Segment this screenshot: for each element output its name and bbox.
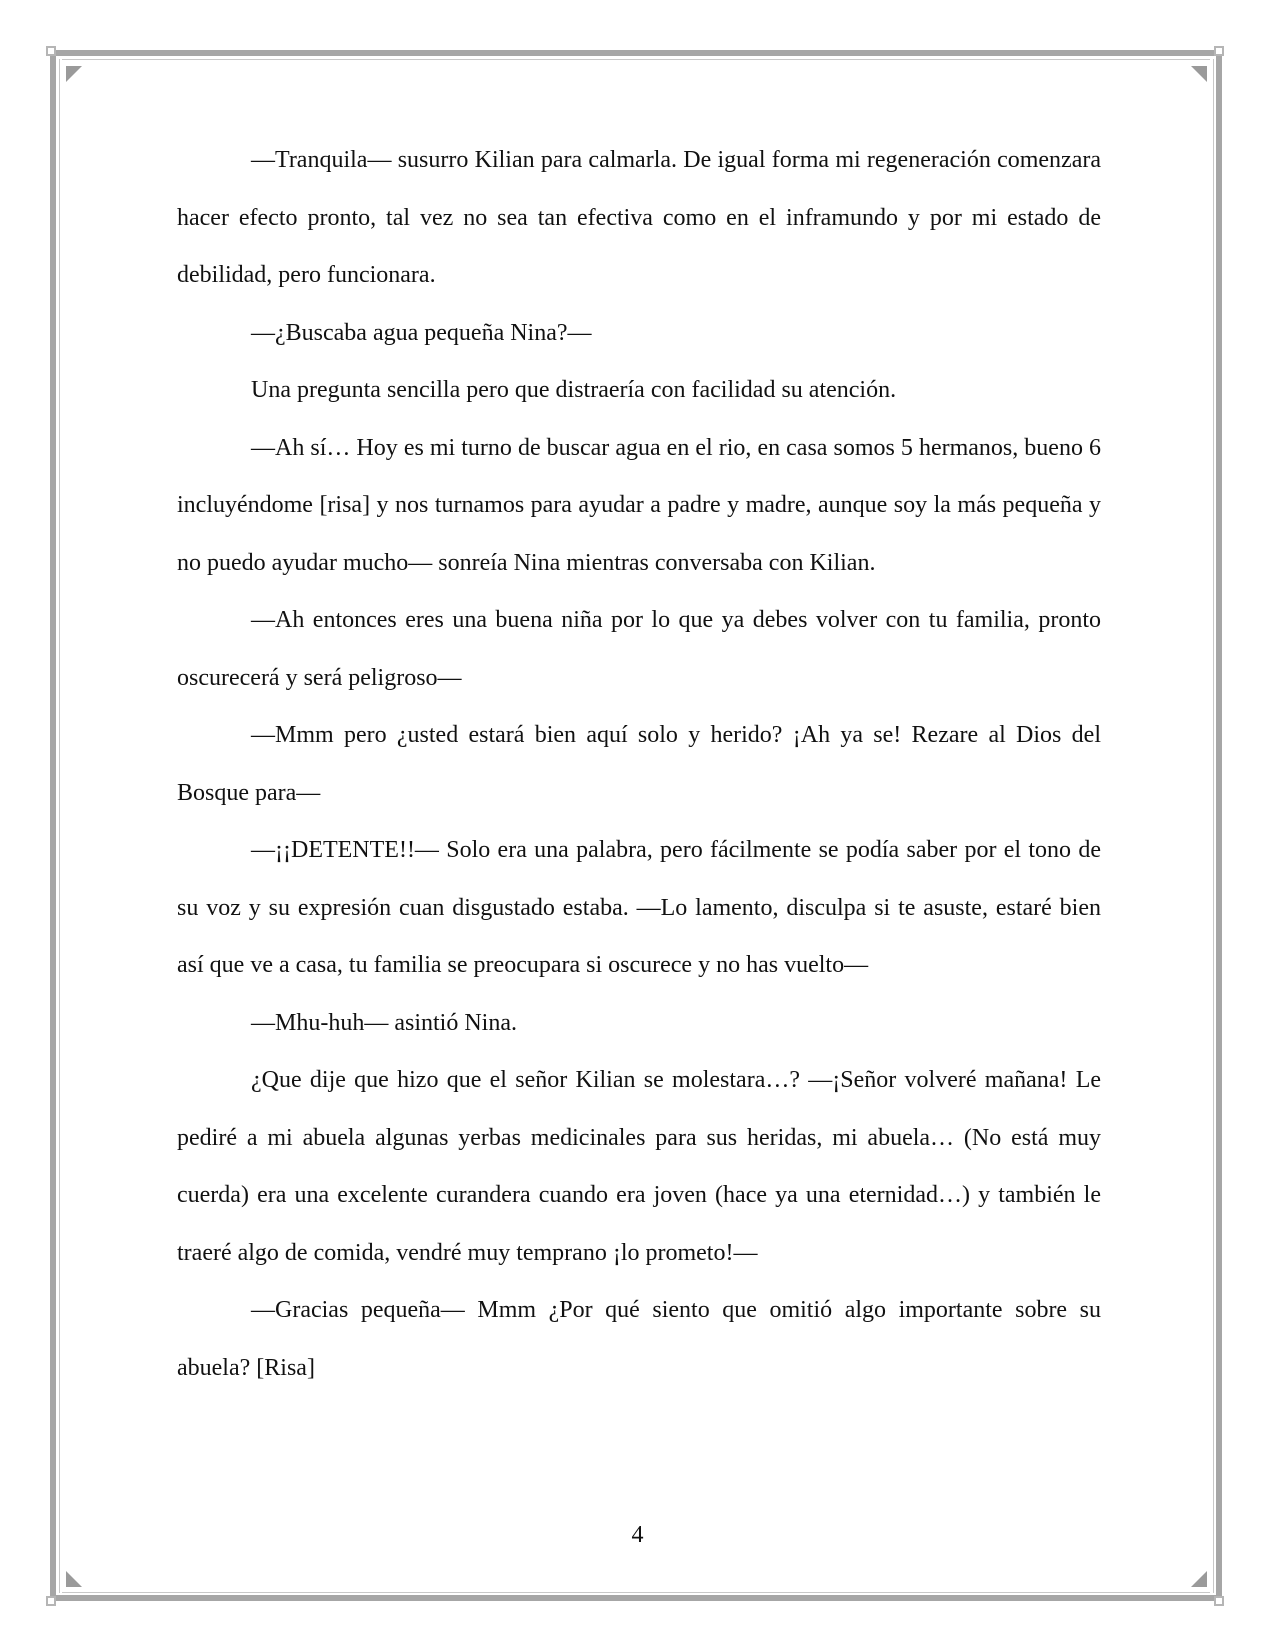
corner-triangle-icon	[66, 1571, 82, 1587]
paragraph: —Gracias pequeña— Mmm ¿Por qué siento que omitió algo importante sobre su abuela? [Risa]	[177, 1297, 1101, 1381]
corner-ornament-icon	[1214, 1596, 1224, 1606]
document-body	[177, 132, 1101, 1397]
page-border-left	[50, 50, 56, 1601]
page-border-inner-bottom	[62, 1592, 1210, 1593]
paragraph: ¿Que dije que hizo que el señor Kilian se molestara…? —¡Señor volveré mañana! Le pediré a mi abuela algunas yerbas medicinales para sus heridas, mi abuela… (No está muy cuerda) era una excelente curandera cuando era joven (hace ya una eternidad…) y también le traeré algo de comida, vendré muy temprano ¡lo prometo!—	[177, 1067, 1101, 1266]
corner-triangle-icon	[1191, 1571, 1207, 1587]
paragraph: —Mhu-huh— asintió Nina.	[251, 1009, 517, 1036]
page-border-bottom	[56, 1595, 1222, 1601]
page-border-top	[56, 50, 1222, 56]
paragraph: —Ah entonces eres una buena niña por lo que ya debes volver con tu familia, pronto oscurecerá y será peligroso—	[177, 607, 1101, 691]
corner-triangle-icon	[66, 66, 82, 82]
corner-ornament-icon	[1214, 46, 1224, 56]
paragraph: —¿Buscaba agua pequeña Nina?—	[251, 319, 592, 346]
page-border-inner-right	[1213, 59, 1214, 1593]
paragraph: —¡¡DETENTE!!— Solo era una palabra, pero fácilmente se podía saber por el tono de su voz y su expresión cuan disgustado estaba. —Lo lamento, disculpa si te asuste, estaré bien así que ve a casa, tu familia se preocupara si oscurece y no has vuelto—	[177, 837, 1101, 978]
corner-ornament-icon	[46, 1596, 56, 1606]
corner-ornament-icon	[46, 46, 56, 56]
corner-triangle-icon	[1191, 66, 1207, 82]
page-border-inner-left	[59, 59, 60, 1593]
paragraph: —Tranquila— susurro Kilian para calmarla. De igual forma mi regeneración comenzara hacer efecto pronto, tal vez no sea tan efectiva como en el inframundo y por mi estado de debilidad, pero funcionara.	[177, 147, 1101, 288]
page-number: 4	[631, 1522, 644, 1548]
paragraph: —Mmm pero ¿usted estará bien aquí solo y herido? ¡Ah ya se! Rezare al Dios del Bosque para—	[177, 722, 1101, 806]
paragraph: —Ah sí… Hoy es mi turno de buscar agua en el rio, en casa somos 5 hermanos, bueno 6 incluyéndome [risa] y nos turnamos para ayudar a padre y madre, aunque soy la más pequeña y no puedo ayudar mucho— sonreía Nina mientras conversaba con Kilian.	[177, 434, 1101, 576]
page-border-right	[1216, 50, 1222, 1601]
paragraph: Una pregunta sencilla pero que distraería con facilidad su atención.	[251, 377, 897, 403]
page-border-inner-top	[62, 59, 1210, 60]
